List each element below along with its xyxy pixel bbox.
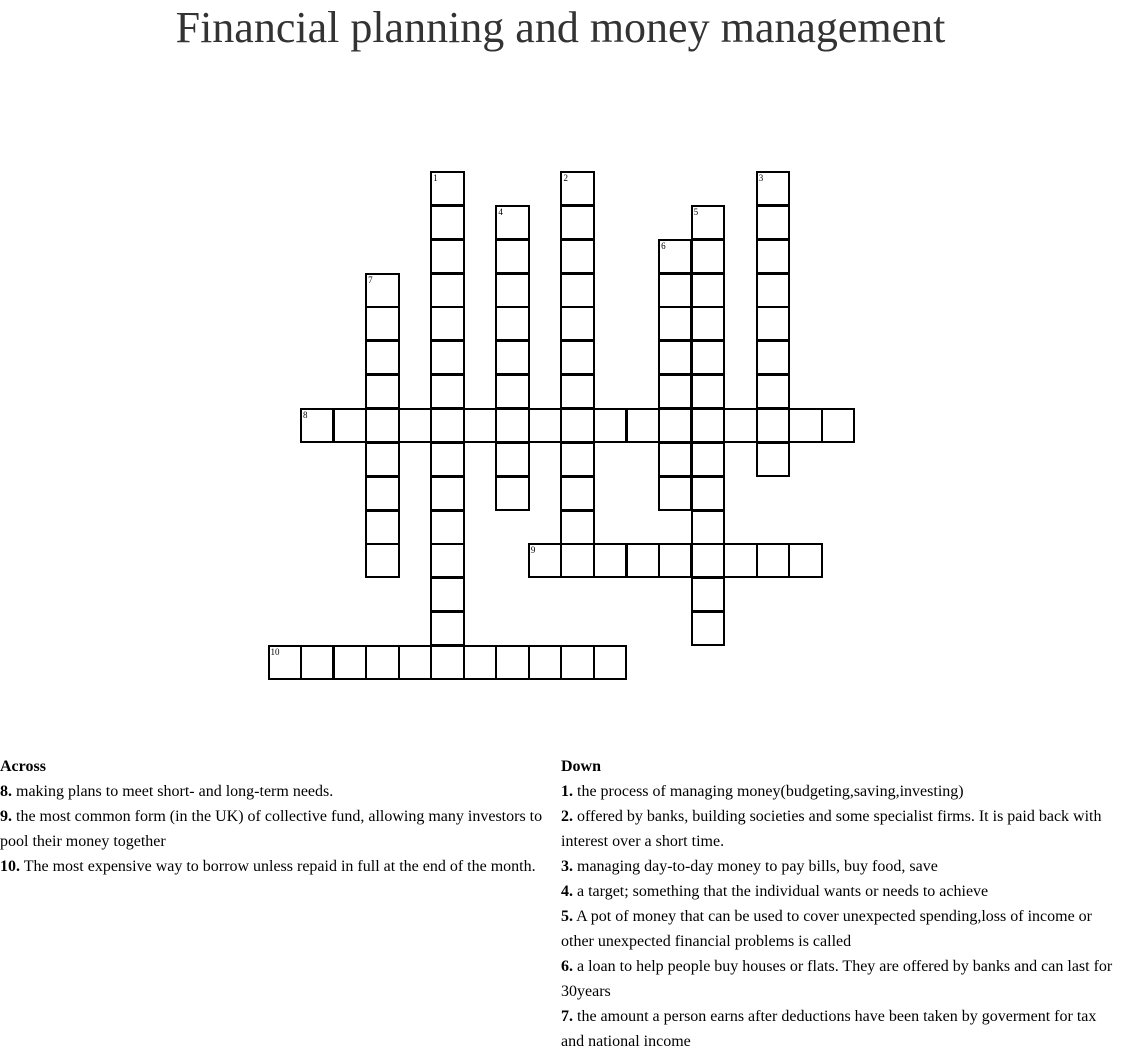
clue-down-1 <box>561 779 1121 804</box>
grid-cell[interactable] <box>495 239 529 274</box>
grid-cell[interactable] <box>365 306 399 341</box>
grid-cell[interactable] <box>691 340 725 375</box>
grid-cell[interactable] <box>658 408 692 443</box>
grid-cell[interactable] <box>593 543 627 578</box>
grid-cell[interactable] <box>300 408 334 443</box>
grid-cell[interactable] <box>365 510 399 545</box>
down-heading: Down <box>561 758 602 775</box>
grid-cell[interactable] <box>788 543 822 578</box>
grid-cell[interactable] <box>691 205 725 240</box>
clue-text: the most common form (in the UK) of collective fund, allowing many investors to pool their money together <box>0 808 543 850</box>
clue-number: 5. <box>561 908 573 925</box>
cell-number: 8 <box>303 409 308 420</box>
grid-cell[interactable] <box>756 273 790 308</box>
grid-cell[interactable] <box>430 273 464 308</box>
grid-cell[interactable] <box>691 611 725 646</box>
grid-cell[interactable] <box>528 408 562 443</box>
grid-cell[interactable] <box>821 408 855 443</box>
grid-cell[interactable] <box>495 408 529 443</box>
grid-cell[interactable] <box>626 543 660 578</box>
grid-cell[interactable] <box>756 374 790 409</box>
clue-across-8 <box>0 779 545 804</box>
grid-cell[interactable] <box>365 476 399 511</box>
clue-text: a loan to help people buy houses or flats. They are offered by banks and can last for 30years <box>561 958 1113 1000</box>
grid-cell[interactable] <box>560 543 594 578</box>
clue-down-3 <box>561 854 1121 879</box>
grid-cell[interactable] <box>430 171 464 206</box>
clue-text: a target; something that the individual wants or needs to achieve <box>577 883 989 900</box>
clue-text: offered by banks, building societies and some specialist firms. It is paid back with interest over a short time. <box>561 808 1102 850</box>
grid-cell[interactable] <box>723 408 757 443</box>
grid-cell[interactable] <box>495 476 529 511</box>
clue-across-10 <box>0 854 545 879</box>
cell-number: 2 <box>563 173 568 183</box>
grid-cell[interactable] <box>333 645 367 680</box>
grid-cell[interactable] <box>398 408 432 443</box>
grid-cell[interactable] <box>268 645 302 680</box>
grid-cell[interactable] <box>691 543 725 578</box>
clue-text: A pot of money that can be used to cover unexpected spending,loss of income or other unexpected financial problems is called <box>561 908 1092 950</box>
clue-text: managing day-to-day money to pay bills, buy food, save <box>577 858 938 875</box>
grid-cell[interactable] <box>560 374 594 409</box>
cell-number: 3 <box>758 173 764 183</box>
grid-cell[interactable] <box>723 543 757 578</box>
grid-cell[interactable] <box>430 374 464 409</box>
grid-cell[interactable] <box>788 408 822 443</box>
grid-cell[interactable] <box>495 205 529 240</box>
grid-cell[interactable] <box>430 611 464 646</box>
clue-text: the process of managing money(budgeting,saving,investing) <box>577 783 964 800</box>
grid-cell[interactable] <box>756 306 790 341</box>
clue-number: 3. <box>561 858 573 875</box>
clue-number: 7. <box>561 1008 573 1025</box>
grid-cell[interactable] <box>430 577 464 612</box>
cell-number: 5 <box>693 206 699 217</box>
clue-text: making plans to meet short- and long-term needs. <box>16 783 334 800</box>
grid-cell[interactable] <box>560 239 594 274</box>
cell-number: 10 <box>270 646 280 657</box>
grid-cell[interactable] <box>365 645 399 680</box>
grid-cell[interactable] <box>430 408 464 443</box>
grid-cell[interactable] <box>430 442 464 477</box>
grid-cell[interactable] <box>495 374 529 409</box>
grid-cell[interactable] <box>560 510 594 545</box>
grid-cell[interactable] <box>691 476 725 511</box>
clue-number: 6. <box>561 958 573 975</box>
grid-cell[interactable] <box>560 205 594 240</box>
grid-cell[interactable] <box>756 205 790 240</box>
grid-cell[interactable] <box>495 340 529 375</box>
grid-cell[interactable] <box>365 374 399 409</box>
grid-cell[interactable] <box>495 645 529 680</box>
grid-cell[interactable] <box>626 408 660 443</box>
grid-cell[interactable] <box>691 374 725 409</box>
clue-down-5 <box>561 904 1121 954</box>
clue-down-2 <box>561 804 1121 854</box>
grid-cell[interactable] <box>365 543 399 578</box>
grid-cell[interactable] <box>756 171 790 206</box>
grid-cell[interactable] <box>756 442 790 477</box>
grid-cell[interactable] <box>333 408 367 443</box>
grid-cell[interactable] <box>365 442 399 477</box>
grid-cell[interactable] <box>528 543 562 578</box>
grid-cell[interactable] <box>658 476 692 511</box>
across-clues <box>0 754 545 879</box>
clue-down-7 <box>561 1004 1121 1054</box>
clue-down-6 <box>561 954 1121 1004</box>
grid-cell[interactable] <box>560 306 594 341</box>
grid-cell[interactable] <box>430 510 464 545</box>
grid-cell[interactable] <box>658 374 692 409</box>
grid-cell[interactable] <box>430 476 464 511</box>
down-clues <box>561 754 1121 1054</box>
grid-cell[interactable] <box>430 645 464 680</box>
grid-cell[interactable] <box>658 239 692 274</box>
grid-cell[interactable] <box>691 306 725 341</box>
clue-number: 1. <box>561 783 573 800</box>
grid-cell[interactable] <box>691 577 725 612</box>
clue-number: 9. <box>0 808 12 825</box>
grid-cell[interactable] <box>495 442 529 477</box>
grid-cell[interactable] <box>430 340 464 375</box>
grid-cell[interactable] <box>430 205 464 240</box>
grid-cell[interactable] <box>593 408 627 443</box>
grid-cell[interactable] <box>528 645 562 680</box>
grid-cell[interactable] <box>463 408 497 443</box>
cell-number: 1 <box>433 173 438 183</box>
cell-number: 7 <box>368 274 373 285</box>
clue-number: 4. <box>561 883 573 900</box>
grid-cell[interactable] <box>430 306 464 341</box>
grid-cell[interactable] <box>691 408 725 443</box>
cell-number: 6 <box>661 240 666 251</box>
clue-text: the amount a person earns after deductions have been taken by goverment for tax and national income <box>561 1008 1097 1050</box>
grid-cell[interactable] <box>430 239 464 274</box>
grid-cell[interactable] <box>365 340 399 375</box>
grid-cell[interactable] <box>691 510 725 545</box>
grid-cell[interactable] <box>495 273 529 308</box>
grid-cell[interactable] <box>430 543 464 578</box>
grid-cell[interactable] <box>560 340 594 375</box>
grid-cell[interactable] <box>560 645 594 680</box>
grid-cell[interactable] <box>495 306 529 341</box>
grid-cell[interactable] <box>658 543 692 578</box>
grid-cell[interactable] <box>560 442 594 477</box>
grid-cell[interactable] <box>365 273 399 308</box>
clue-number: 2. <box>561 808 573 825</box>
grid-cell[interactable] <box>365 408 399 443</box>
grid-cell[interactable] <box>560 273 594 308</box>
grid-cell[interactable] <box>398 645 432 680</box>
grid-cell[interactable] <box>560 408 594 443</box>
grid-cell[interactable] <box>658 340 692 375</box>
grid-cell[interactable] <box>560 171 594 206</box>
grid-cell[interactable] <box>658 442 692 477</box>
grid-cell[interactable] <box>658 273 692 308</box>
clue-text: The most expensive way to borrow unless repaid in full at the end of the month. <box>23 858 536 875</box>
grid-cell[interactable] <box>691 273 725 308</box>
page-title: Financial planning and money management <box>175 3 946 52</box>
across-heading: Across <box>0 758 46 775</box>
grid-cell[interactable] <box>756 340 790 375</box>
grid-cell[interactable] <box>756 543 790 578</box>
grid-cell[interactable] <box>593 645 627 680</box>
clue-number: 8. <box>0 783 12 800</box>
grid-cell[interactable] <box>463 645 497 680</box>
clue-number: 10. <box>0 858 20 875</box>
grid-cell[interactable] <box>560 476 594 511</box>
grid-cell[interactable] <box>691 442 725 477</box>
clue-across-9 <box>0 804 545 854</box>
cell-number: 9 <box>530 545 536 556</box>
grid-cell[interactable] <box>300 645 334 680</box>
cell-number: 4 <box>498 206 503 217</box>
clue-down-4 <box>561 879 1121 904</box>
grid-cell[interactable] <box>658 306 692 341</box>
grid-cell[interactable] <box>691 239 725 274</box>
grid-cell[interactable] <box>756 239 790 274</box>
grid-cell[interactable] <box>756 408 790 443</box>
